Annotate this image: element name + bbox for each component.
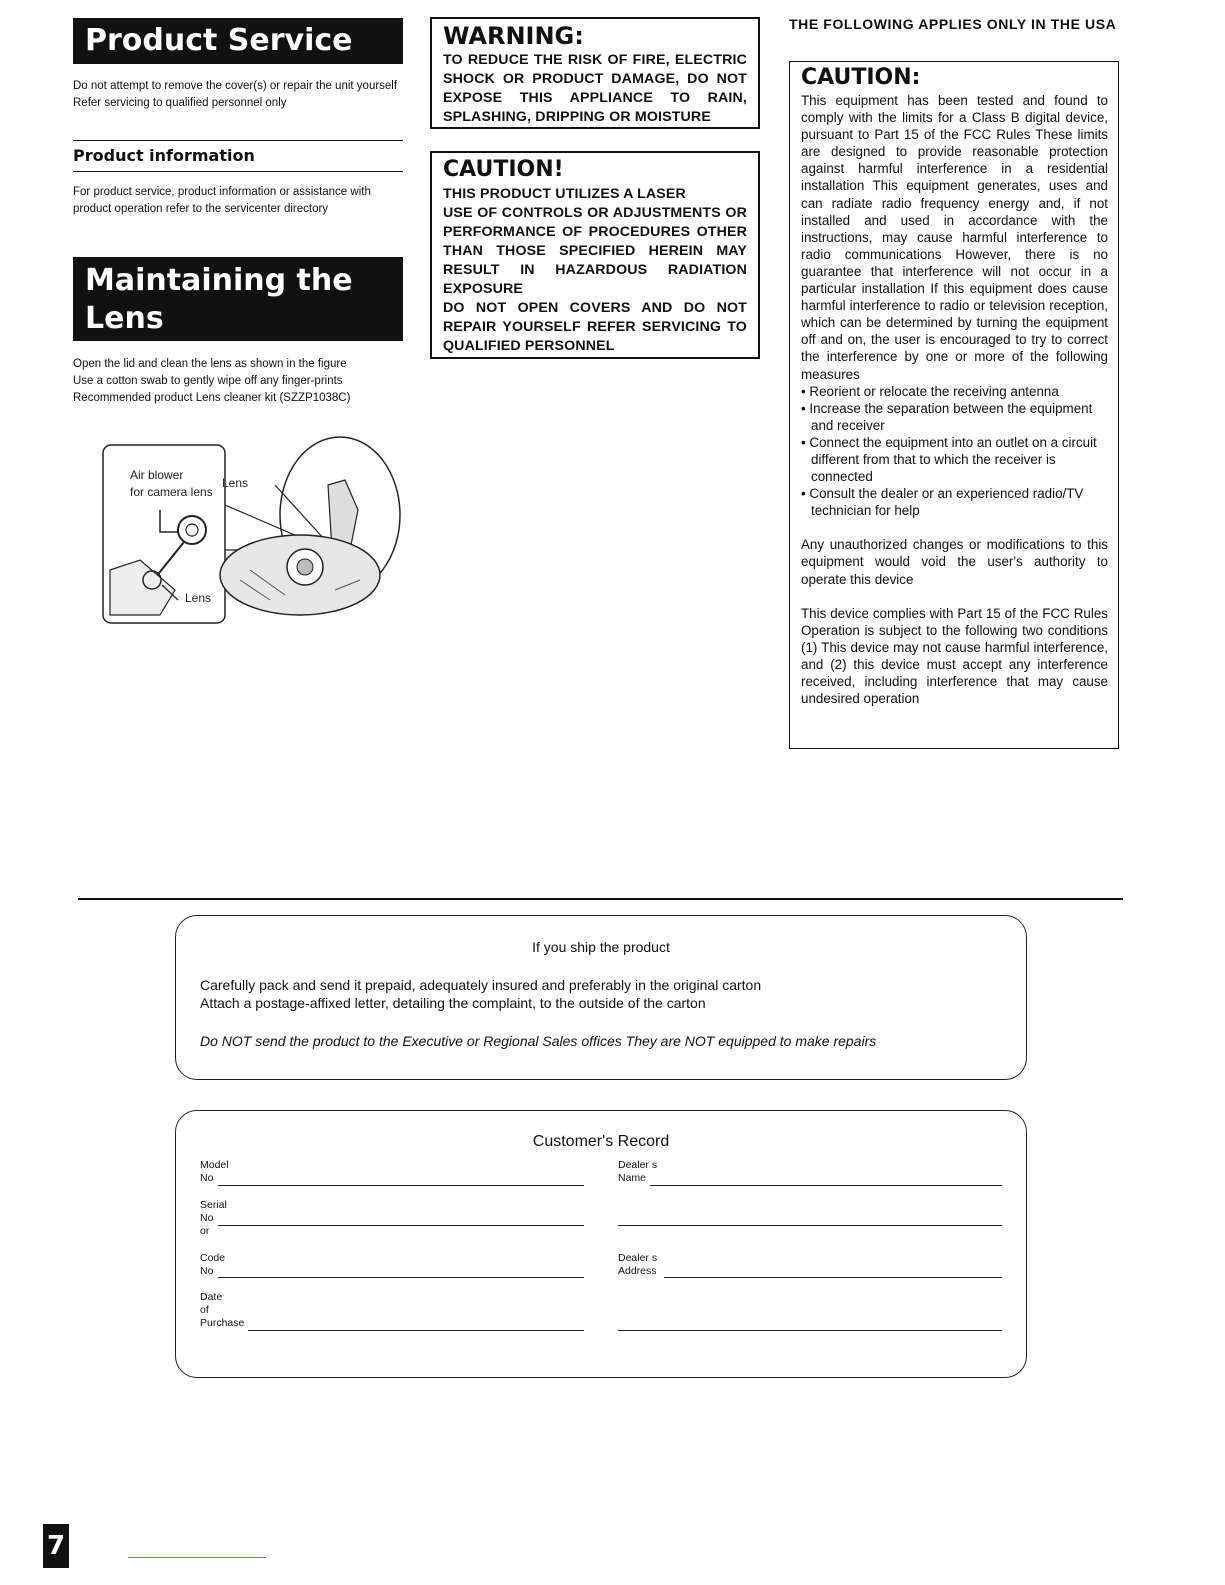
dealer-name-field-2[interactable]: [618, 1225, 1002, 1226]
product-information-heading: Product information: [73, 146, 255, 165]
fcc-paragraph: Any unauthorized changes or modifications to this equipment would void the user's authority to operate this device: [801, 537, 1108, 587]
purchase-date-field[interactable]: [248, 1330, 584, 1331]
pointer-line: [160, 510, 178, 532]
model-no-field[interactable]: [218, 1185, 584, 1186]
product-information-text: For product service, product information or assistance with product operation refer to the servicenter directory: [73, 186, 371, 215]
footer-rule: [128, 1557, 266, 1558]
laser-caution-box: [430, 151, 760, 359]
warning-title: WARNING:: [443, 22, 584, 50]
laser-caution-text: USE OF CONTROLS OR ADJUSTMENTS OR PERFORMANCE OF PROCEDURES OTHER THAN THOSE SPECIFIED HEREIN MAY RESULT IN HAZARDOUS RADIATION EXPOSURE: [443, 205, 747, 297]
maintaining-lens-heading: Maintaining the Lens: [73, 257, 403, 341]
model-no-label: Model No: [200, 1159, 229, 1184]
fcc-paragraph: This device complies with Part 15 of the FCC Rules Operation is subject to the following two conditions (1) This device may not cause harmful interference, and (2) this device must accept any interference received, including interference that may cause undesired operation: [801, 605, 1108, 707]
page-number: 7: [43, 1524, 69, 1568]
list-item: • Increase the separation between the equipment and receiver: [801, 400, 1093, 433]
dealer-address-field[interactable]: [664, 1277, 1002, 1278]
warning-box: [430, 17, 760, 129]
fcc-caution-box: [789, 61, 1119, 749]
blower-nozzle: [155, 542, 184, 578]
dealer-name-field[interactable]: [650, 1185, 1002, 1186]
blower-bulb: [178, 516, 206, 544]
dealer-name-label: Dealer s Name: [618, 1159, 658, 1184]
lens-label-top: Lens: [222, 476, 249, 490]
laser-caution-line: THIS PRODUCT UTILIZES A LASER: [443, 186, 686, 202]
laser-caution-title: CAUTION!: [443, 157, 564, 182]
air-blower-label: Air blower: [130, 468, 184, 482]
code-no-field[interactable]: [218, 1277, 584, 1278]
fcc-measures-list: [801, 383, 1108, 520]
warning-text: TO REDUCE THE RISK OF FIRE, ELECTRIC SHOCK OR PRODUCT DAMAGE, DO NOT EXPOSE THIS APPLIANCE TO RAIN, SPLASHING, DRIPPING OR MOISTURE: [443, 52, 747, 125]
product-service-heading: Product Service: [73, 18, 403, 64]
list-item: • Consult the dealer or an experienced radio/TV technician for help: [801, 486, 1084, 519]
usa-applies-heading: THE FOLLOWING APPLIES ONLY IN THE USA: [789, 16, 1117, 32]
shipping-title: If you ship the product: [532, 939, 670, 955]
laser-caution-text: DO NOT OPEN COVERS AND DO NOT REPAIR YOURSELF REFER SERVICING TO QUALIFIED PERSONNEL: [443, 300, 747, 354]
divider: [73, 171, 403, 172]
shipping-note: Do NOT send the product to the Executive or Regional Sales offices They are NOT equipped to make repairs: [200, 1033, 877, 1049]
shipping-text: Carefully pack and send it prepaid, adequately insured and preferably in the original carton: [200, 977, 762, 993]
product-service-text: Do not attempt to remove the cover(s) or repair the unit yourself Refer servicing to qualified personnel only: [73, 80, 398, 109]
lens-cleaning-figure: [100, 430, 410, 630]
list-item: • Reorient or relocate the receiving antenna: [801, 383, 1059, 399]
divider: [73, 140, 403, 141]
customer-record-box: [175, 1110, 1027, 1378]
lens-label-bottom: Lens: [185, 591, 212, 605]
dealer-address-field-2[interactable]: [618, 1330, 1002, 1331]
fcc-caution-title: CAUTION:: [801, 65, 921, 90]
serial-no-field[interactable]: [218, 1225, 584, 1226]
record-title: Customer's Record: [532, 1133, 670, 1150]
section-divider: [78, 898, 1123, 900]
shipping-box: [175, 915, 1027, 1080]
code-no-label: Code No: [200, 1252, 226, 1277]
fcc-paragraph: This equipment has been tested and found to comply with the limits for a Class B digital device, pursuant to Part 15 of the FCC Rules These limits are designed to provide reasonable protection against harmful interference in a residential installation This equipment generates, uses and can radiate radio frequency energy and, if not installed and used in accordance with the instructions, may cause harmful interference to radio communications However, there is no guarantee that interference will not occur in a particular installation If this equipment does cause harmful interference to radio or television reception, which can be determined by turning the equipment off and on, the user is encouraged to try to correct the interference by one or more of the following measures: [801, 93, 1108, 382]
air-blower-label: for camera lens: [130, 485, 213, 499]
serial-no-label: Serial No or: [200, 1199, 227, 1237]
maintaining-lens-text: Open the lid and clean the lens as shown in the figure Use a cotton swab to gently wipe off any finger-prints Recommended product Lens cleaner kit (SZZP1038C): [73, 358, 351, 404]
list-item: • Connect the equipment into an outlet on a circuit different from that to which the receiver is connected: [801, 434, 1097, 485]
shipping-text: Attach a postage-affixed letter, detailing the complaint, to the outside of the carton: [200, 995, 706, 1011]
dealer-address-label: Dealer s Address: [618, 1252, 658, 1277]
purchase-date-label: Date of Purchase: [200, 1291, 245, 1329]
